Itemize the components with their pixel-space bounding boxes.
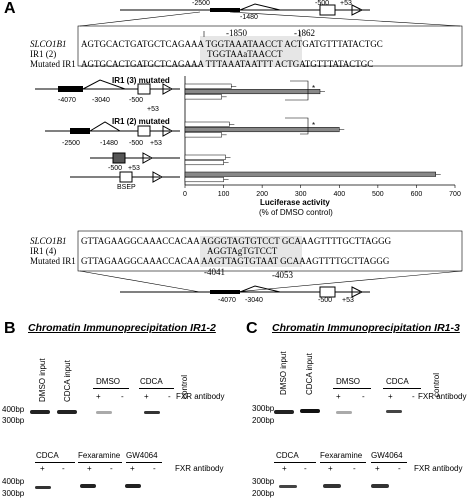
construct-2-p2: +53 bbox=[150, 140, 162, 147]
star-2: * bbox=[312, 121, 316, 130]
panel-c-marker-2: 200bp bbox=[252, 416, 275, 425]
top-promoter-pos1: -2500 bbox=[192, 0, 210, 7]
construct-1-right: -3040 bbox=[92, 97, 110, 104]
panel-b-marker-bottom-1: 400bp bbox=[2, 477, 25, 486]
panel-c-pm-1: + bbox=[336, 392, 341, 401]
seq1-pos-left: -1850 bbox=[226, 28, 247, 38]
panel-c-marker-1: 300bp bbox=[252, 404, 275, 413]
panel-b-marker-bottom-2: 300bp bbox=[2, 489, 25, 498]
panel-c-lane-2: CDCA input bbox=[305, 353, 314, 395]
seq2-gene: SLCO1B1 bbox=[30, 236, 67, 246]
seq1-ir-seq: TGGTAAaTAACCT bbox=[207, 49, 283, 59]
panel-b-lane-bottom-3: GW4064 bbox=[126, 451, 158, 460]
panel-c-title: Chromatin Immunoprecipitation IR1-3 bbox=[272, 322, 460, 334]
construct-2-right: -1480 bbox=[100, 140, 118, 147]
seq2-ir-seq: AGGTAgTGTCCT bbox=[207, 246, 278, 256]
panel-c-marker-bottom-2: 200bp bbox=[252, 489, 275, 498]
x-tick-label: 500 bbox=[372, 191, 384, 198]
panel-b-title: Chromatin Immunoprecipitation IR1-2 bbox=[28, 322, 216, 334]
panel-b-pmb-5: + bbox=[130, 464, 135, 473]
x-tick-label: 600 bbox=[410, 191, 423, 198]
x-tick-label: 200 bbox=[256, 191, 268, 198]
panel-b-pm-3: + bbox=[144, 392, 149, 401]
panel-b-pm-2: - bbox=[121, 392, 124, 401]
seq1-ir-label: IR1 (2) bbox=[30, 49, 57, 59]
construct-2-name: IR1 (2) mutated bbox=[112, 117, 170, 126]
panel-c-lane-bottom-1: CDCA bbox=[276, 451, 299, 460]
panel-b-pmb-1: + bbox=[40, 464, 45, 473]
panel-b-lane-2: CDCA input bbox=[63, 360, 72, 402]
panel-b-pmb-6: - bbox=[153, 464, 156, 473]
bottom-promoter-pos1: -4070 bbox=[218, 297, 236, 304]
seq1-mut-label: Mutated IR1 bbox=[30, 59, 76, 69]
bottom-promoter-pos3: -500 bbox=[318, 297, 333, 304]
bottom-promoter-pos4: +53 bbox=[342, 297, 354, 304]
panel-b-lane-5: control bbox=[180, 374, 189, 399]
construct-3-p1: -500 bbox=[108, 165, 123, 172]
panel-c-pm-3: + bbox=[388, 392, 393, 401]
panel-b-letter: B bbox=[4, 320, 16, 337]
panel-c-lane-4: CDCA bbox=[386, 377, 409, 386]
panel-c-pm-4: - bbox=[412, 392, 415, 401]
panel-c-lane-bottom-3: GW4064 bbox=[371, 451, 403, 460]
panel-c-pmb-6: - bbox=[398, 464, 401, 473]
construct-2-p1: -500 bbox=[129, 140, 144, 147]
panel-b-lane-3: DMSO bbox=[96, 377, 120, 386]
x-tick-label: 700 bbox=[449, 191, 461, 198]
panel-c-pmb-2: - bbox=[304, 464, 307, 473]
chart-xlabel: Luciferase activity bbox=[260, 198, 330, 207]
seq2-mut-seq: GTTAGAAGGCAAACCACAA AAGTTAGTGTAAT GCAAAGTTTTGCTTAGGG bbox=[81, 256, 390, 266]
seq2-wt-seq: GTTAGAAGGCAAACCACAA AGGGTAGTGTCCT GCAAAGTTTTGCTTAGGG bbox=[81, 236, 392, 246]
panel-b-lane-4: CDCA bbox=[140, 377, 163, 386]
seq2-pos-right: -4053 bbox=[272, 270, 293, 280]
panel-b-pmb-2: - bbox=[62, 464, 65, 473]
panel-b-marker-1: 400bp bbox=[2, 405, 25, 414]
panel-c-fxr-bottom: FXR antibody bbox=[414, 464, 463, 473]
panel-c-pmb-4: - bbox=[353, 464, 356, 473]
panel-c-fxr: FXR antibody bbox=[418, 392, 467, 401]
seq2-ir-label: IR1 (4) bbox=[30, 246, 57, 256]
top-promoter-pos2: -1480 bbox=[240, 14, 258, 21]
panel-c-lane-3: DMSO bbox=[336, 377, 360, 386]
bottom-promoter-pos2: -3040 bbox=[245, 297, 263, 304]
panel-b-fxr: FXR antibody bbox=[176, 392, 225, 401]
seq1-gene: SLCO1B1 bbox=[30, 39, 67, 49]
panel-b-lane-1: DMSO input bbox=[38, 358, 47, 402]
x-tick-label: 300 bbox=[294, 191, 307, 198]
panel-c-lane-5: control bbox=[432, 372, 441, 397]
construct-2-left: -2500 bbox=[62, 140, 80, 147]
panel-b-lane-bottom-1: CDCA bbox=[36, 451, 59, 460]
construct-1-left: -4070 bbox=[58, 97, 76, 104]
panel-c-letter: C bbox=[246, 320, 258, 337]
panel-b-pm-4: - bbox=[168, 392, 171, 401]
construct-1-p1: -500 bbox=[129, 97, 144, 104]
top-promoter-pos4: +53 bbox=[340, 0, 352, 7]
construct-4-name: BSEP bbox=[117, 184, 136, 191]
construct-3-p2: +53 bbox=[128, 165, 140, 172]
construct-1-p2: +53 bbox=[147, 106, 159, 113]
panel-b-lane-bottom-2: Fexaramine bbox=[78, 451, 121, 460]
panel-b-pm-1: + bbox=[96, 392, 101, 401]
panel-b-pmb-4: - bbox=[110, 464, 113, 473]
x-tick-label: 0 bbox=[183, 191, 187, 198]
x-tick-label: 400 bbox=[333, 191, 346, 198]
top-promoter-pos3: -500 bbox=[315, 0, 330, 7]
panel-b-pmb-3: + bbox=[87, 464, 92, 473]
chart-xlabel2: (% of DMSO control) bbox=[259, 208, 333, 217]
panel-c-marker-bottom-1: 300bp bbox=[252, 477, 275, 486]
seq2-mut-label: Mutated IR1 bbox=[30, 256, 76, 266]
panel-c-pmb-3: + bbox=[328, 464, 333, 473]
panel-b-fxr-bottom: FXR antibody bbox=[175, 464, 224, 473]
x-tick-label: 100 bbox=[217, 191, 230, 198]
seq1-wt-seq: AGTGCACTGATGCTCAGAAA TGGTAAATAACCT ACTGATGTTTATACTGC bbox=[81, 39, 383, 49]
panel-c-pmb-5: + bbox=[375, 464, 380, 473]
panel-c-lane-bottom-2: Fexaramine bbox=[320, 451, 363, 460]
star-1: * bbox=[312, 84, 316, 93]
panel-c-pm-2: - bbox=[362, 392, 365, 401]
construct-1-name: IR1 (3) mutated bbox=[112, 76, 170, 85]
panel-b-marker-2: 300bp bbox=[2, 416, 25, 425]
seq1-pos-right: -1862 bbox=[294, 28, 315, 38]
panel-a-letter: A bbox=[4, 0, 16, 17]
seq1-mut-seq: AGTGCACTGATGCTCAGAAA TTTAAATAATTT ACTGATGTTTATACTGC bbox=[81, 59, 374, 69]
panel-c-pmb-1: + bbox=[282, 464, 287, 473]
seq2-pos-left: -4041 bbox=[204, 267, 225, 277]
panel-c-lane-1: DMSO input bbox=[279, 351, 288, 395]
